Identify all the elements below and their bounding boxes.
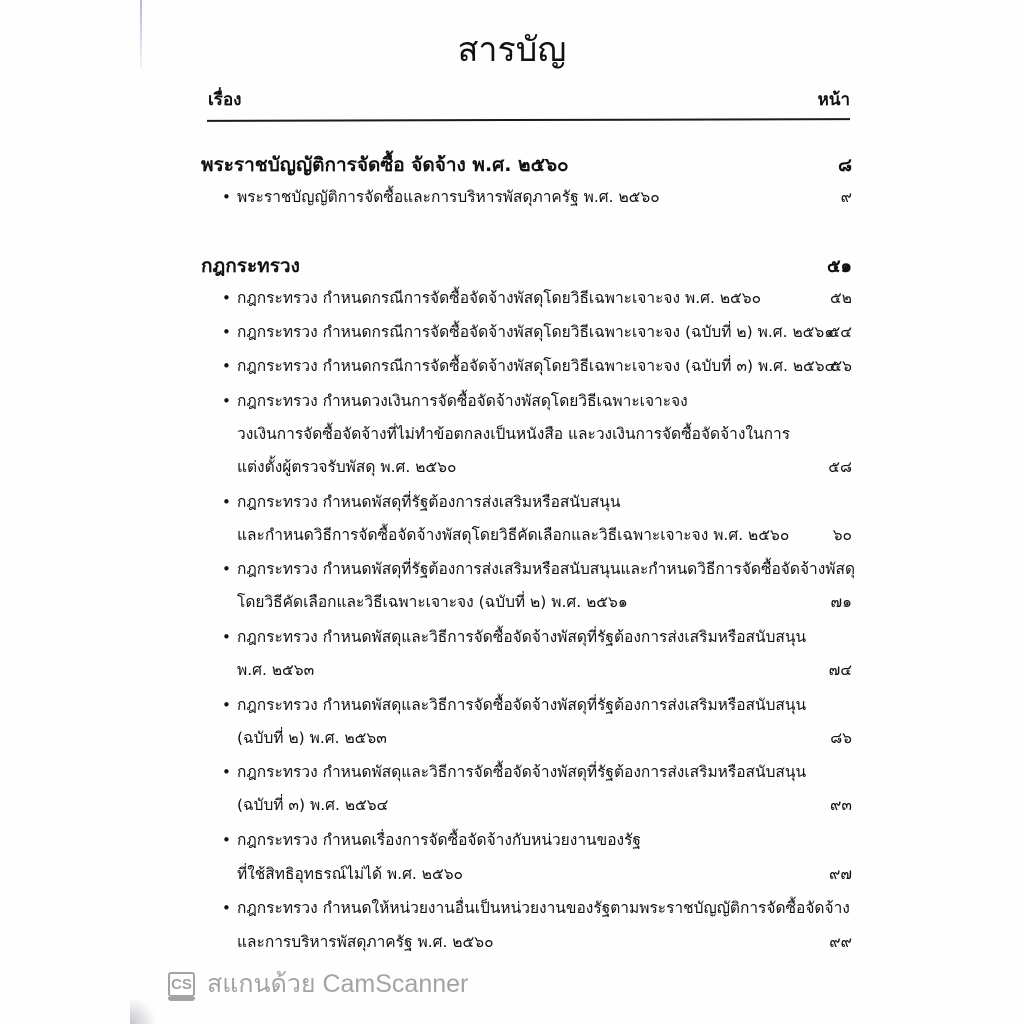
section-page-ministerial: ๕๑ (826, 256, 852, 277)
toc-page-number: ๕๔ (828, 323, 852, 341)
toc-entry-continuation: โดยวิธีคัดเลือกและวิธีเฉพาะเจาะจง (ฉบับที่ ๒) พ.ศ. ๒๕๖๑ (237, 593, 628, 611)
toc-entry: • กฎกระทรวง กำหนดพัสดุและวิธีการจัดซื้อจัดจ้างพัสดุที่รัฐต้องการส่งเสริมหรือสนับสนุน (222, 628, 807, 646)
toc-entry-continuation: พ.ศ. ๒๕๖๓ (237, 661, 315, 679)
toc-entry: • กฎกระทรวง กำหนดวงเงินการจัดซื้อจัดจ้างพัสดุโดยวิธีเฉพาะเจาะจง (222, 392, 688, 410)
toc-entry-continuation: และการบริหารพัสดุภาครัฐ พ.ศ. ๒๕๖๐ (237, 933, 494, 951)
toc-entry: • พระราชบัญญัติการจัดซื้อและการบริหารพัสดุภาครัฐ พ.ศ. ๒๕๖๐ (222, 188, 660, 206)
toc-page-number: ๕๒ (830, 289, 852, 307)
section-title-ministerial: กฎกระทรวง (201, 255, 300, 277)
bullet-icon: • (222, 763, 231, 781)
toc-page-number: ๕๘ (828, 458, 852, 476)
bullet-icon: • (222, 188, 231, 206)
bullet-icon: • (222, 357, 231, 375)
toc-entry: • กฎกระทรวง กำหนดกรณีการจัดซื้อจัดจ้างพัสดุโดยวิธีเฉพาะเจาะจง พ.ศ. ๒๕๖๐ (222, 289, 762, 307)
bullet-icon: • (222, 628, 231, 646)
bullet-icon: • (222, 831, 231, 849)
page-title: สารบัญ (457, 30, 567, 70)
column-header-page: หน้า (817, 90, 850, 110)
toc-entry: • กฎกระทรวง กำหนดให้หน่วยงานอื่นเป็นหน่วยงานของรัฐตามพระราชบัญญัติการจัดซื้อจัดจ้าง (222, 899, 850, 917)
bullet-icon: • (222, 493, 231, 511)
bullet-icon: • (222, 289, 231, 307)
toc-page-number: ๙๓ (830, 796, 852, 814)
toc-entry-continuation: วงเงินการจัดซื้อจัดจ้างที่ไม่ทำข้อตกลงเป็นหนังสือ และวงเงินการจัดซื้อจัดจ้างในการ (237, 425, 791, 443)
section-page-act: ๘ (838, 155, 852, 176)
bullet-icon: • (222, 323, 231, 341)
page-corner-shadow (130, 1000, 160, 1024)
toc-page-number: ๖๐ (832, 526, 852, 544)
toc-entry-continuation: (ฉบับที่ ๓) พ.ศ. ๒๕๖๔ (237, 796, 389, 814)
toc-page-number: ๘๖ (830, 729, 852, 747)
camscanner-watermark (168, 964, 468, 1004)
toc-entry: • กฎกระทรวง กำหนดพัสดุและวิธีการจัดซื้อจัดจ้างพัสดุที่รัฐต้องการส่งเสริมหรือสนับสนุน (222, 763, 807, 781)
toc-entry-continuation: และกำหนดวิธีการจัดซื้อจัดจ้างพัสดุโดยวิธีคัดเลือกและวิธีเฉพาะเจาะจง พ.ศ. ๒๕๖๐ (237, 526, 790, 544)
toc-page-number: ๕๖ (830, 357, 852, 375)
section-title-act: พระราชบัญญัติการจัดซื้อ จัดจ้าง พ.ศ. ๒๕๖๐ (201, 154, 569, 176)
toc-page-number: ๗๔ (828, 661, 852, 679)
toc-entry: • กฎกระทรวง กำหนดเรื่องการจัดซื้อจัดจ้างกับหน่วยงานของรัฐ (222, 831, 641, 849)
toc-page-number: ๗๑ (830, 593, 852, 611)
watermark-text: สแกนด้วย CamScanner (207, 970, 469, 998)
toc-entry: • กฎกระทรวง กำหนดกรณีการจัดซื้อจัดจ้างพัสดุโดยวิธีเฉพาะเจาะจง (ฉบับที่ ๒) พ.ศ. ๒๕๖๑ (222, 323, 835, 341)
toc-entry: • กฎกระทรวง กำหนดพัสดุและวิธีการจัดซื้อจัดจ้างพัสดุที่รัฐต้องการส่งเสริมหรือสนับสนุน (222, 696, 807, 714)
toc-entry-continuation: (ฉบับที่ ๒) พ.ศ. ๒๕๖๓ (237, 729, 387, 747)
bullet-icon: • (222, 560, 231, 578)
toc-entry: • กฎกระทรวง กำหนดพัสดุที่รัฐต้องการส่งเสริมหรือสนับสนุน (222, 493, 621, 511)
toc-entry-continuation: ที่ใช้สิทธิอุทธรณ์ไม่ได้ พ.ศ. ๒๕๖๐ (237, 865, 464, 883)
toc-entry-continuation: แต่งตั้งผู้ตรวจรับพัสดุ พ.ศ. ๒๕๖๐ (237, 458, 457, 476)
bullet-icon: • (222, 392, 231, 410)
toc-entry: • กฎกระทรวง กำหนดกรณีการจัดซื้อจัดจ้างพัสดุโดยวิธีเฉพาะเจาะจง (ฉบับที่ ๓) พ.ศ. ๒๕๖๔ (222, 357, 837, 375)
toc-entry: • กฎกระทรวง กำหนดพัสดุที่รัฐต้องการส่งเสริมหรือสนับสนุนและกำหนดวิธีการจัดซื้อจัดจ้างพัสดุ (222, 560, 856, 578)
toc-page-number: ๙ (840, 188, 852, 206)
column-header-topic: เรื่อง (208, 90, 242, 110)
toc-page-number: ๙๗ (828, 865, 852, 883)
toc-page-number: ๙๙ (829, 933, 852, 951)
bullet-icon: • (222, 696, 231, 714)
camscanner-logo-icon: CS (168, 972, 195, 997)
bullet-icon: • (222, 899, 231, 917)
header-divider (207, 118, 850, 122)
